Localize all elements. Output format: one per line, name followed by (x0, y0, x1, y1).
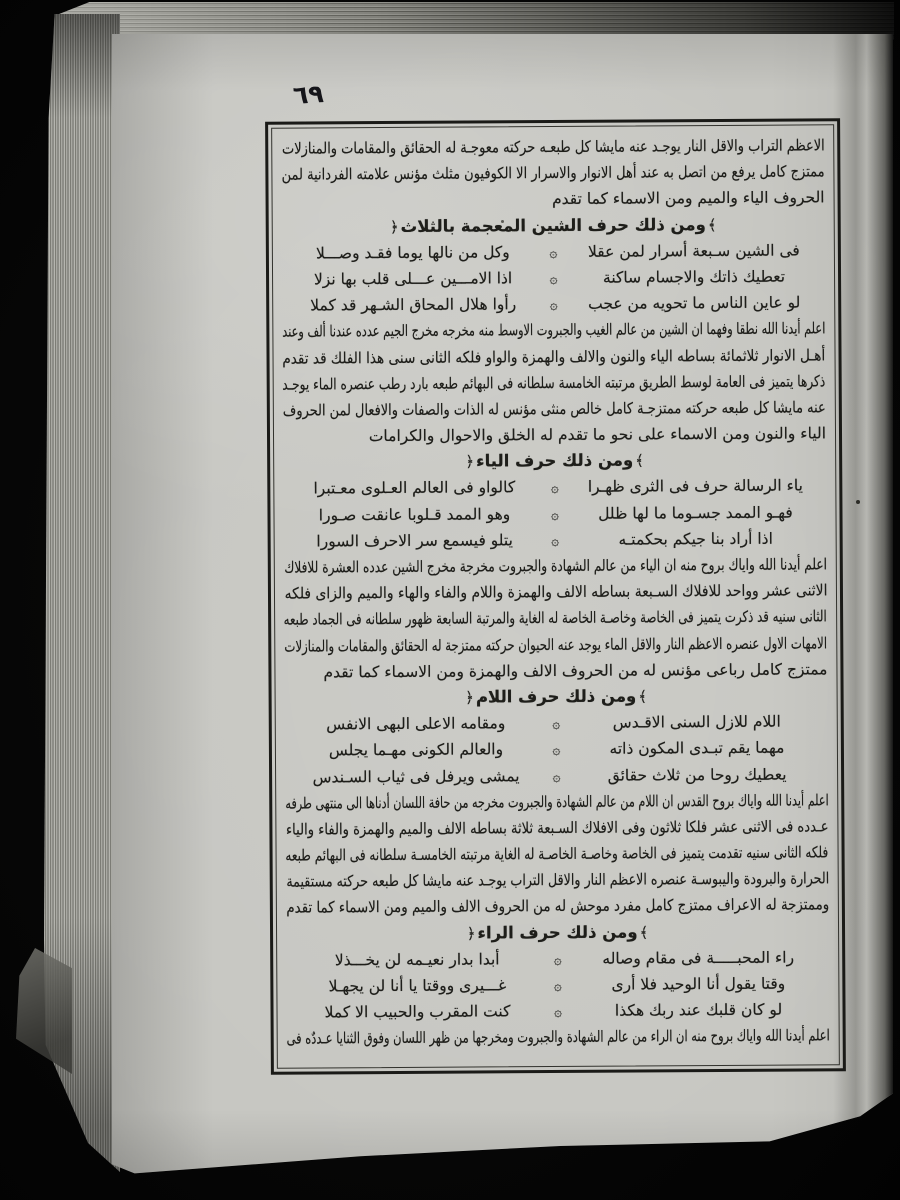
prose-line: اعلم أيدنا الله نطقا وفهما ان الشين من عالم الغيب والجبروت الاوسط منه مخرجه مخرج الجيم عدده عندنا ألف وعند (282, 319, 826, 341)
hemistich-left: والعالم الكونى مهـما يجلس (328, 740, 504, 760)
verse-separator-icon: ۞ (554, 1004, 563, 1021)
hemistich-right: تعطيك ذاتك والاجسام ساكنة (602, 267, 786, 287)
hemistich-left: وهو الممد قـلوبا عانقت صـورا (318, 504, 511, 525)
hemistich-left: رأوا هلال المحاق الشـهر قد كملا (310, 295, 517, 315)
prose-line: ذكرها يتميز فى العامة لوسط الطريق مرتبته الخامسة سلطانه فى البهائم طبعه بارد رطب عنصره الماء يوجـد (282, 372, 826, 394)
verse-line (285, 761, 828, 791)
page-number: ٦٩ (292, 78, 325, 111)
hemistich-right: مهما يقم تبـدى المكون ذاته (609, 738, 785, 758)
verse-separator-icon: ۞ (549, 270, 558, 287)
hemistich-right: اللام للازل السنى الاقـدس (612, 712, 781, 732)
prose-line: اعلم أيدنا الله واياك بروح القدس ان اللام من عالم الشهادة والجبروت مخرجه من حافة اللسان أدناها الى منتهى طرفه (284, 791, 829, 813)
hemistich-right: فهـو الممد جسـوما ما لها ظلل (598, 503, 793, 523)
prose-line: الحرارة والبرودة واليبوسـة عنصره الاعظم النار والاقل التراب يوجـد عنه مايشا كل طبعه حركته مستقيمة (285, 869, 829, 891)
verse-separator-icon: ۞ (549, 297, 558, 314)
section-heading-shin (282, 211, 825, 241)
verse-separator-icon: ۞ (552, 768, 561, 785)
verse-line (283, 473, 826, 503)
prose-line: أهـل الانوار ثلاثمائة بساطه الياء والنون والالف والهمزة والواو فلكه الثانى سنى هذا الفلك قد تقدم (282, 345, 826, 368)
ornate-bracket-icon: ﴾ (639, 923, 649, 942)
verse-line (286, 970, 829, 1000)
verse-separator-icon: ۞ (550, 480, 559, 497)
page-content (281, 132, 830, 1063)
prose-line: عـدده فى الاثنى عشر فلكا ثلاثون وفى الافلاك السـبعة ثلاثة بساطه الالف والميم والهمزة والفاء والياء (285, 817, 829, 839)
hemistich-left: أبدا بدار نعيـمه لن يخـــذلا (334, 950, 500, 970)
ornate-bracket-icon: ﴾ (638, 687, 648, 706)
verse-line (282, 237, 825, 267)
hemistich-left: وكل من نالها يوما فقـد وصـــلا (315, 243, 510, 263)
prose-line: الاثنى عشر وواحد للافلاك السـبعة بساطه الالف والهمزة واللام والفاء والهاء والميم والزاى فلكه (284, 581, 828, 603)
hemistich-left: غـــيرى ووقتا يا أنا لن يجهـلا (328, 976, 507, 996)
prose-line: الحروف الياء والميم ومن الاسماء كما تقدم (551, 188, 825, 209)
section-heading-lam (285, 682, 828, 712)
heading-text: ومن ذلك حرف الشين المعجمة بالثلاث (400, 214, 706, 236)
hemistich-right: لو كان قلبك عند ربك هكذا (614, 1000, 783, 1020)
verse-line (286, 997, 829, 1027)
hemistich-left: يمشى ويرفل فى ثياب السـندس (312, 766, 520, 786)
ornate-bracket-icon: ﴿ (465, 452, 475, 471)
paper-speck (856, 500, 860, 504)
verse-line (282, 263, 825, 293)
prose-line: ممتزج كامل رباعى مؤنس له من الحروف الالف والهمزة ومن الاسماء كما تقدم (323, 660, 828, 682)
hemistich-left: كالواو فى العالم العـلوى معـتبرا (313, 478, 516, 498)
prose-line: ممتزج كامل يرفع من اتصل به عند أهل الانوار والاسرار الا الكوفيون مثلث مؤنس علامته الفردانية لمن (281, 162, 825, 184)
heading-text: ومن ذلك حرف اللام (475, 686, 637, 707)
prose-line: الثانى سنيه قد ذكرت يتميز فى الخاصة وخاصـة الخاصة له الغاية والمرتبة السابعة ظهور سلطانه فى الجماد طبعه (283, 607, 828, 630)
section-heading-ra (286, 918, 829, 948)
verse-separator-icon: ۞ (553, 977, 562, 995)
verse-line (284, 525, 827, 555)
hemistich-left: اذا الامـــين عـــلى قلب بها نزلا (313, 269, 513, 289)
prose-line: اعلم أيدنا الله واياك بروح منه ان الياء من عالم الشهادة والجبروت مخرجة مخرج الشين عدده العشرة للافلاك (284, 555, 827, 577)
verse-line (285, 735, 828, 765)
text-frame-border (265, 118, 846, 1074)
prose-line: عنه مايشا كل طبعه حركته ممتزجـة كامل خالص منثى مؤنس له الذات والصفات والافعال لمن الحروف (283, 398, 826, 420)
hemistich-right: لو عاين الناس ما تحويه من عجب (588, 293, 801, 313)
verse-separator-icon: ۞ (552, 742, 561, 759)
verse-separator-icon: ۞ (551, 532, 560, 549)
prose-line: الياء والنون ومن الاسماء على نحو ما تقدم له الخلق والاحوال والكرامات (368, 424, 827, 446)
verse-separator-icon: ۞ (552, 716, 561, 733)
verse-separator-icon: ۞ (549, 244, 558, 261)
verse-line (285, 708, 828, 738)
ornate-bracket-icon: ﴾ (635, 451, 645, 470)
verse-line (283, 499, 826, 529)
hemistich-right: ياء الرسالة حرف فى الثرى ظهـرا (587, 476, 803, 497)
section-heading-ya (283, 447, 826, 477)
verse-line (282, 289, 825, 319)
verse-line (286, 944, 829, 974)
ornate-bracket-icon: ﴿ (465, 688, 474, 707)
hemistich-right: راء المحبـــــة فى مقام وصاله (602, 948, 795, 968)
ornate-bracket-icon: ﴿ (466, 924, 476, 943)
ornate-bracket-icon: ﴾ (707, 215, 717, 234)
prose-line: وممتزجة له الاعراف ممتزج كامل مفرد موحش له من الحروف الالف والميم ومن الاسماء كما تقدم (285, 895, 829, 918)
hemistich-left: كنت المقرب والحبيب الا كملا (324, 1002, 511, 1022)
verse-separator-icon: ۞ (550, 506, 560, 523)
hemistich-left: يتلو فيسمع سر الاحرف السورا (316, 531, 513, 551)
prose-line: الاعظم التراب والاقل النار يوجـد عنه مايشا كل طبعـه حركته معوجـة له الحقائق والمقامات والمنازلات (281, 136, 825, 158)
hemistich-left: ومقامه الاعلى البهى الانفس (326, 714, 506, 734)
prose-line: فلكه الثانى سنيه تقدمت يتميز فى الخاصة وخاصـة الخاصـة له الغاية مرتبته الخامسـة سلطانه فى البهائم طبعه (285, 843, 829, 865)
prose-line: اعلم أيدنا الله واياك بروح منه ان الراء من عالم الشهادة والجبروت ومخرجها من ظهر اللسان وفوق الثنايا عـددٌه فى (286, 1026, 830, 1049)
hemistich-right: وقتا يقول أنا الوحيد فلا أرى (611, 974, 786, 994)
heading-text: ومن ذلك حرف الراء (477, 922, 638, 943)
hemistich-right: اذا أراد بنا جيكم بحكمتـه (618, 529, 773, 549)
heading-text: ومن ذلك حرف الياء (476, 450, 634, 471)
prose-line: الامهات الاول عنصره الاعظم النار والاقل الماء يوجد عنه الحيوان حركته ممتزجة له الحقائق والمقامات والمنازلات (284, 633, 828, 656)
verse-separator-icon: ۞ (553, 951, 562, 968)
ornate-bracket-icon: ﴿ (389, 217, 399, 236)
loose-page-corner (16, 948, 72, 1074)
hemistich-right: يعطيك روحا من ثلاث حقائق (607, 765, 787, 785)
hemistich-right: فى الشين سـبعة أسرار لمن عقلا (587, 241, 800, 261)
